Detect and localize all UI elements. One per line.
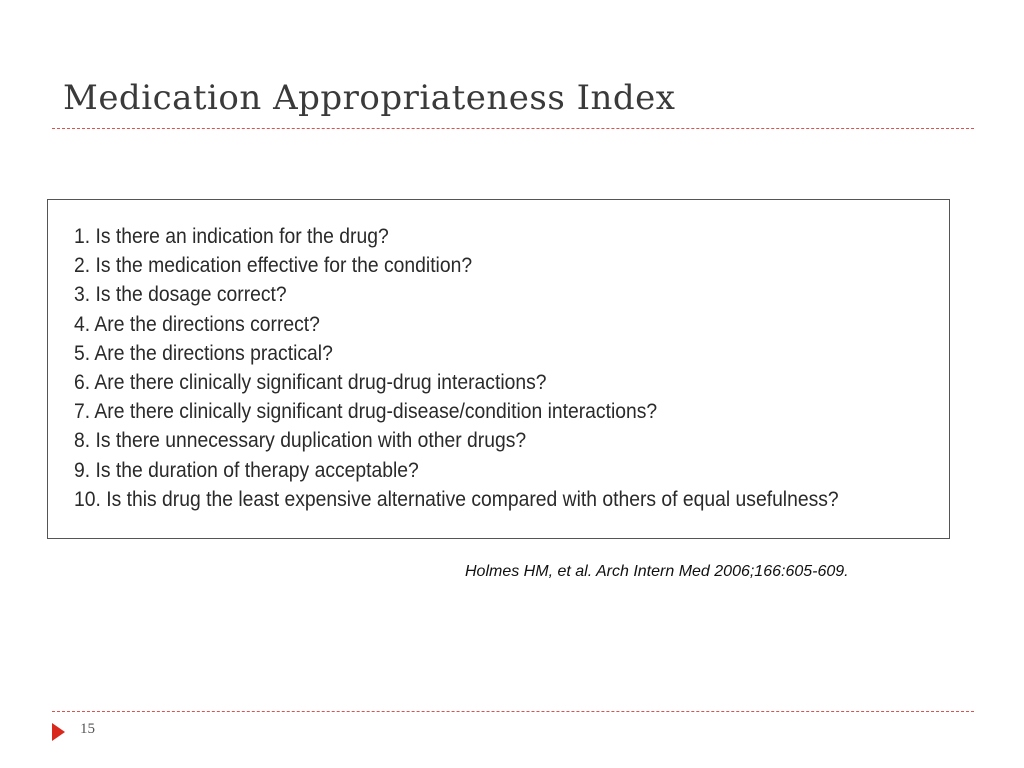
page-number: 15: [80, 721, 95, 737]
triangle-right-icon: [52, 723, 65, 741]
question-item: 6. Are there clinically significant drug-drug interactions?: [74, 371, 547, 395]
title-divider: [52, 128, 974, 129]
question-item: 9. Is the duration of therapy acceptable?: [74, 458, 419, 482]
question-item: 2. Is the medication effective for the condition?: [74, 254, 473, 278]
question-item: 1. Is there an indication for the drug?: [74, 225, 389, 248]
questions-box: [47, 199, 950, 539]
question-item: 10. Is this drug the least expensive alternative compared with others of equal usefulness?: [74, 487, 839, 511]
question-item: 4. Are the directions correct?: [74, 312, 320, 336]
question-item: 8. Is there unnecessary duplication with other drugs?: [74, 429, 527, 453]
question-item: 3. Is the dosage correct?: [74, 283, 287, 307]
questions-list: [74, 222, 905, 514]
slide-title: Medication Appropriateness Index: [63, 78, 676, 118]
question-item: 5. Are the directions practical?: [74, 341, 333, 365]
citation: Holmes HM, et al. Arch Intern Med 2006;166:605-609.: [465, 563, 849, 580]
question-item: 7. Are there clinically significant drug-disease/condition interactions?: [74, 400, 658, 424]
footer-divider: [52, 711, 974, 712]
